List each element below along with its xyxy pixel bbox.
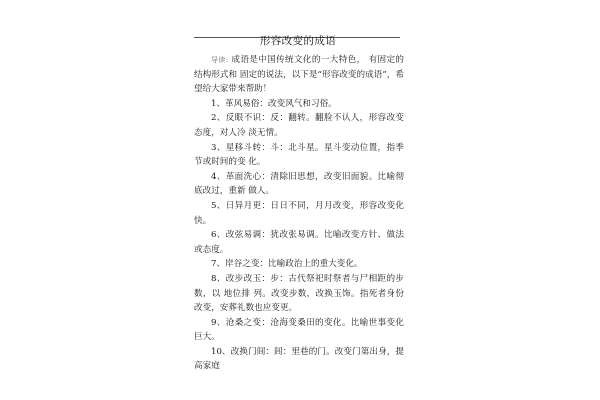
document-body (194, 53, 404, 374)
idiom-item-10: 10、改换门闾：闾：里巷的门。改变门第出身，提高家庭 (194, 346, 404, 372)
idiom-item-8: 8、改步改玉：步：古代祭祀时祭者与尸相距的步数，以 地位排 列。改变步数，改换玉饰。指死者身份改变，安葬礼数也应变更。 (194, 273, 404, 314)
idiom-item-4: 4、革面洗心：清除旧思想，改变旧面貌。比喻彻底改过，重新 做人。 (194, 171, 404, 197)
idiom-item-2: 2、反眼不识：反：翻转。翻脸不认人，形容改变态度，对人冷 淡无情。 (194, 113, 404, 138)
document-page (194, 30, 412, 400)
document-title: 形容改变的成语 (259, 35, 337, 47)
idiom-item-3: 3、星移斗转：斗：北斗星。星斗变动位置，指季节或时间的变 化。 (194, 142, 404, 168)
intro-text: 成语是中国传统文化的一大特色， 有固定的结构形式和 固定的说法，以下是“形容改变的成语”，希望给大家带来帮助！ (194, 55, 405, 95)
idiom-item-7: 7、岸谷之变：比喻政治上的重大变化。 (211, 259, 363, 270)
idiom-item-1: 1、革风易俗：改变风气和习俗。 (211, 98, 337, 109)
idiom-item-6: 6、改弦易调：犹改张易调。比喻改变方针、做法或态度。 (194, 230, 404, 255)
idiom-item-5: 5、日异月更：日日不同，月月改变，形容改变化快。 (194, 200, 404, 226)
intro-tag: 导读: (211, 56, 229, 64)
idiom-item-9: 9、沧桑之变：沧海变桑田的变化。比喻世事变化巨大。 (194, 317, 404, 343)
intro-paragraph (194, 53, 404, 97)
